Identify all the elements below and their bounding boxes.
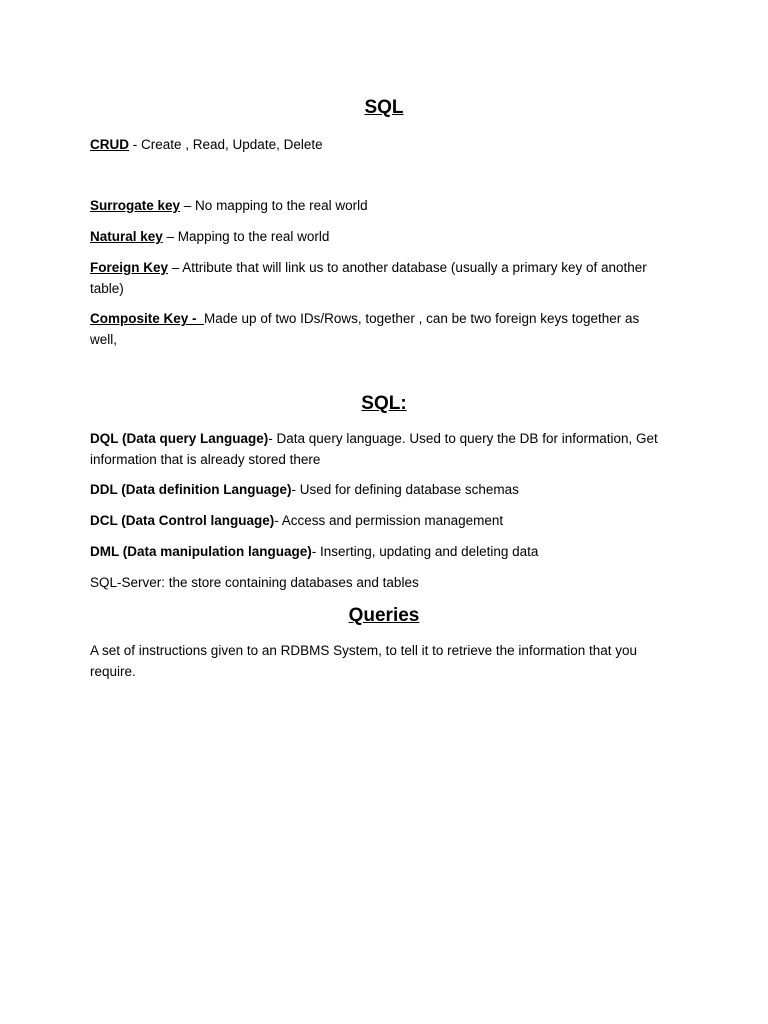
dql-text: - Data query language. Used to query the DB for information, Get information that is already stored there: [90, 431, 658, 467]
surrogate-key-line: [90, 195, 670, 216]
crud-term: CRUD: [90, 137, 129, 152]
surrogate-key-text: – No mapping to the real world: [180, 198, 368, 213]
dml-line: [90, 541, 670, 562]
heading-sql-colon: SQL:: [361, 393, 407, 414]
crud-text: - Create , Read, Update, Delete: [129, 137, 323, 152]
heading-sql: SQL: [364, 97, 404, 118]
composite-key-text: Made up of two IDs/Rows, together , can be two foreign keys together as well,: [90, 311, 644, 347]
dql-term: DQL (Data query Language): [90, 431, 269, 446]
dql-line: [90, 428, 670, 470]
surrogate-key-term: Surrogate key: [90, 198, 181, 213]
composite-key-line: [90, 308, 670, 350]
foreign-key-line: [90, 257, 670, 299]
composite-key-term: Composite Key -: [90, 311, 205, 326]
dcl-text: - Access and permission management: [274, 513, 504, 528]
queries-text: A set of instructions given to an RDBMS System, to tell it to retrieve the information that you require.: [90, 643, 638, 679]
natural-key-text: – Mapping to the real world: [162, 229, 330, 244]
dml-text: - Inserting, updating and deleting data: [311, 544, 539, 559]
dcl-term: DCL (Data Control language): [90, 513, 275, 528]
dcl-line: [90, 510, 670, 531]
foreign-key-term: Foreign Key: [90, 260, 169, 275]
foreign-key-text: – Attribute that will link us to another database (usually a primary key of another table): [90, 260, 647, 296]
crud-line: [90, 134, 670, 155]
natural-key-line: [90, 226, 670, 247]
heading-queries: Queries: [348, 605, 420, 626]
ddl-line: [90, 479, 670, 500]
sql-server-line: SQL-Server: the store containing databases and tables: [90, 575, 419, 590]
ddl-text: - Used for defining database schemas: [291, 482, 519, 497]
natural-key-term: Natural key: [90, 229, 163, 244]
ddl-term: DDL (Data definition Language): [90, 482, 292, 497]
dml-term: DML (Data manipulation language): [90, 544, 312, 559]
